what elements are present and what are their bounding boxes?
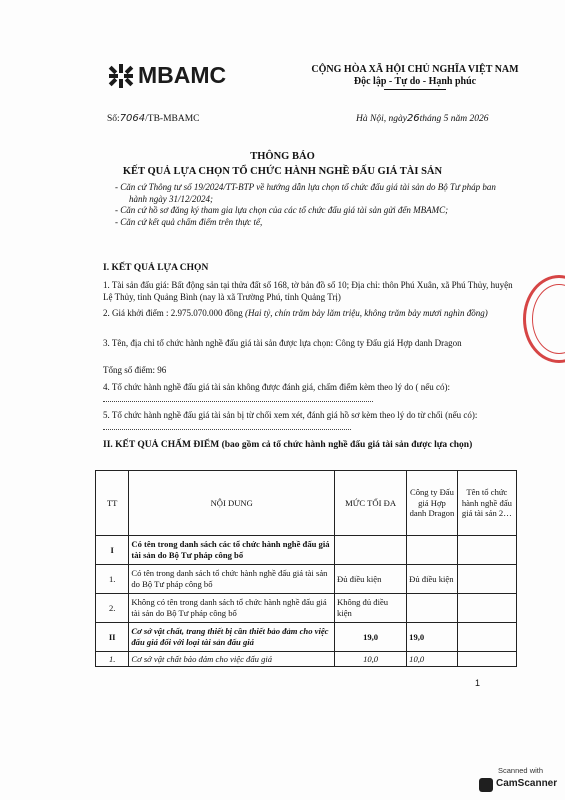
section1-item4 [103,381,515,405]
item5-dotted-line [103,429,351,430]
doc-no-handwritten: 7064 [119,113,146,124]
table-row [96,565,517,594]
row-company1: 10,0 [407,652,458,667]
row-tt: 1. [96,565,129,594]
date-prefix: Hà Nội, ngày [356,114,407,124]
header-content: NỘI DUNG [129,471,335,536]
section2-heading: II. KẾT QUẢ CHẤM ĐIỂM (bao gồm cả tổ chức hành nghề đấu giá tài sản được lựa chọn) [103,440,473,450]
document-number [107,113,200,124]
header-company2: Tên tổ chức hành nghề đấu giá tài sản 2… [457,471,516,536]
row-company1: 19,0 [407,623,458,652]
table-row [96,536,517,565]
basis-item: - Căn cứ hồ sơ đăng ký tham gia lựa chọn của các tổ chức đấu giá tài sản gửi đến MBAMC; [115,205,449,216]
row-company2 [457,536,516,565]
row-max: Không đủ điều kiện [335,594,407,623]
section1-item5 [103,409,515,433]
section1-heading: I. KẾT QUẢ LỰA CHỌN [103,263,209,273]
camscanner-watermark [476,764,562,796]
row-company2 [457,565,516,594]
date-suffix: tháng 5 năm 2026 [419,114,489,124]
section1-total: Tổng số điểm: 96 [103,365,167,375]
nation-motto: Độc lập - Tự do - Hạnh phúc [353,76,477,87]
row-content: Không có tên trong danh sách tổ chức hành nghề đấu giá tài sản do Bộ Tư pháp công bố [129,594,335,623]
asterisk-logo-icon [108,63,134,89]
row-company2 [457,652,516,667]
mbamc-logo [108,62,226,89]
section1-item1: 1. Tài sản đấu giá: Bất động sản tại thửa đất số 168, tờ bản đồ số 10; Địa chỉ: thôn Phú Xuân, xã Phú Thủy, huyện Lệ Thủy, tỉnh Quảng Bình (nay là xã Trường Phú, tỉnh Quảng Trị) [103,280,513,302]
item4-text: 4. Tổ chức hành nghề đấu giá tài sản không được đánh giá, chấm điểm kèm theo lý do ( nếu có): [103,382,451,392]
row-max: Đủ điều kiện [335,565,407,594]
starting-price: 2. Giá khởi điểm : 2.975.070.000 đồng [103,308,246,318]
table-row [96,623,517,652]
document-date [356,113,489,124]
item5-text: 5. Tổ chức hành nghề đấu giá tài sản bị từ chối xem xét, đánh giá hồ sơ kèm theo lý do từ chối (nếu có): [103,410,478,420]
section1-item2 [103,307,515,319]
stamp-inner-ring [532,284,565,354]
doc-no-suffix: /TB-MBAMC [145,114,200,124]
logo-text: MBAMC [138,62,227,88]
row-tt: I [96,536,129,565]
row-company1: Đủ điều kiện [407,565,458,594]
motto-underline [384,89,446,90]
row-company2 [457,623,516,652]
row-max [335,536,407,565]
row-tt: II [96,623,129,652]
row-tt: 1. [96,652,129,667]
row-content: Có tên trong danh sách các tổ chức hành nghề đấu giá tài sản do Bộ Tư pháp công bố [129,536,335,565]
row-tt: 2. [96,594,129,623]
doc-title: THÔNG BÁO [250,151,315,162]
doc-subtitle: KẾT QUẢ LỰA CHỌN TỔ CHỨC HÀNH NGHỀ ĐẤU GIÁ TÀI SẢN [122,166,443,177]
camscanner-icon [479,778,493,792]
basis-item: - Căn cứ kết quả chấm điểm trên thực tế, [115,216,263,227]
row-company1 [407,536,458,565]
nation-title: CỘNG HÒA XÃ HỘI CHỦ NGHĨA VIỆT NAM [311,64,519,75]
basis-item: - Căn cứ Thông tư số 19/2024/TT-BTP về hướng dẫn lựa chọn tổ chức đấu giá tài sản do Bộ Tư pháp ban hành ngày 31/12/2024; [115,182,496,204]
row-content: Cơ sở vật chất, trang thiết bị cần thiết bảo đảm cho việc đấu giá đối với loại tài sản đấu giá [129,623,335,652]
header-company1: Công ty Đấu giá Hợp danh Dragon [407,471,458,536]
scanner-caption: Scanned with [498,766,544,775]
header-max: MỨC TỐI ĐA [335,471,407,536]
starting-price-words: (Hai tỷ, chín trăm bảy lăm triệu, không trăm bảy mươi nghìn đồng) [245,308,488,318]
scanner-brand: CamScanner [496,778,558,789]
date-day-handwritten: 26 [406,113,420,124]
doc-no-prefix: Số: [107,114,120,124]
header-tt: TT [96,471,129,536]
row-content: Có tên trong danh sách tổ chức hành nghề đấu giá tài sản do Bộ Tư pháp công bố [129,565,335,594]
item4-dotted-line [103,401,373,402]
red-seal-stamp [523,275,565,363]
table-header-row [96,471,517,536]
row-company1 [407,594,458,623]
national-header [290,64,540,90]
legal-basis-list [115,182,515,228]
row-company2 [457,594,516,623]
row-max: 19,0 [335,623,407,652]
scoring-table [95,470,517,667]
row-max: 10,0 [335,652,407,667]
row-content: Cơ sở vật chất bảo đảm cho việc đấu giá [129,652,335,667]
table-row [96,594,517,623]
table-row [96,652,517,667]
page-number: 1 [475,678,481,688]
section1-item3: 3. Tên, địa chỉ tổ chức hành nghề đấu giá tài sản được lựa chọn: Công ty Đấu giá Hợp danh Dragon [103,338,462,348]
